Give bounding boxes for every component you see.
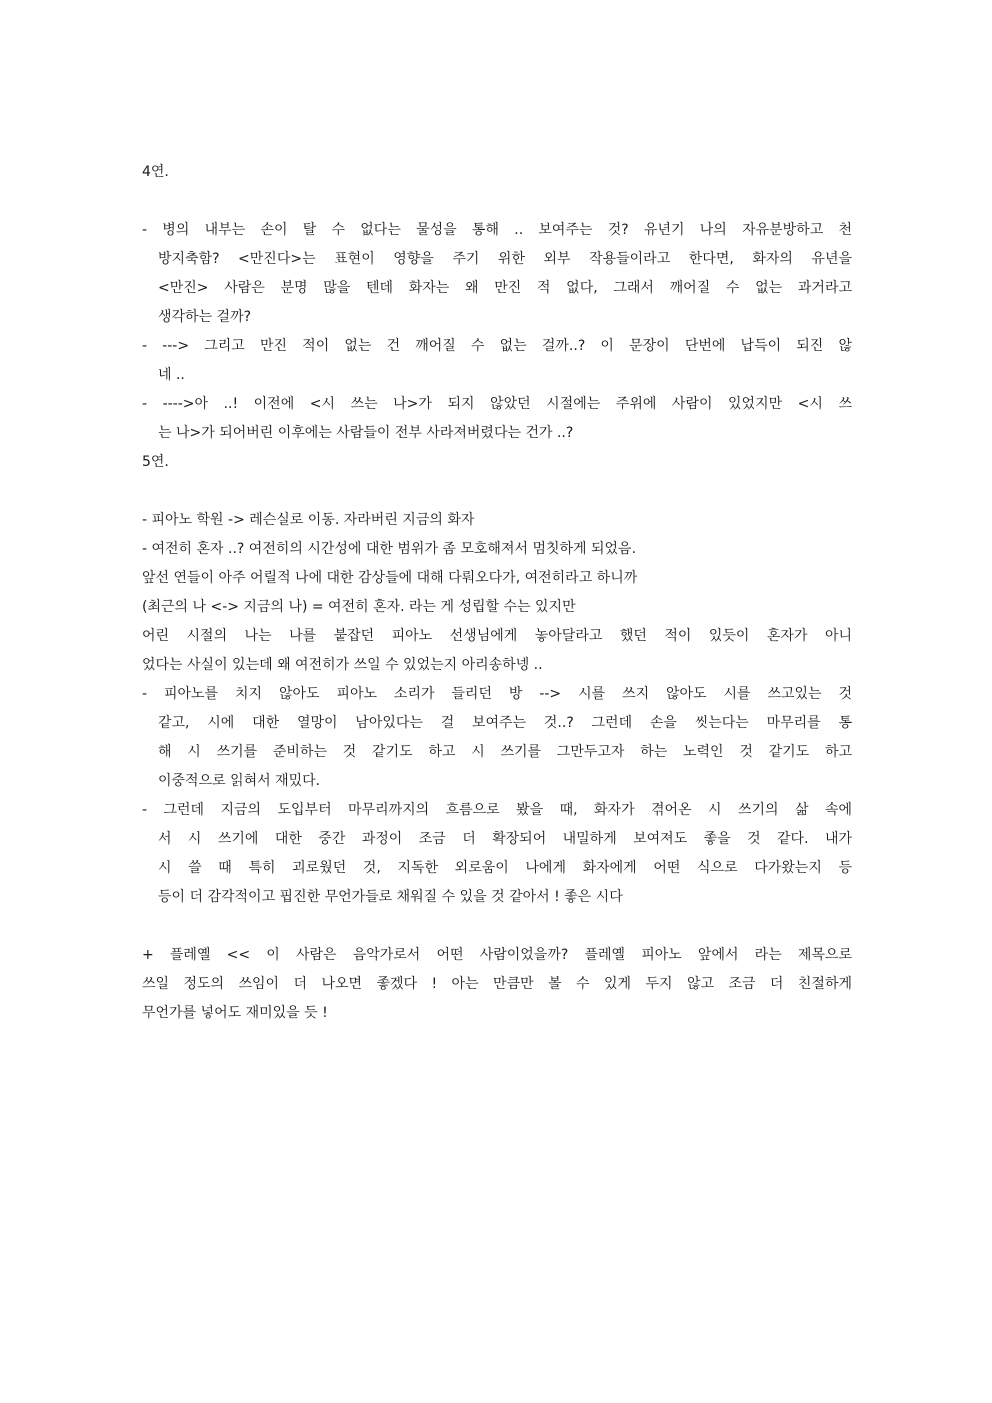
bullet-line: - 피아노를 치지 않아도 피아노 소리가 들리던 방 --> 시를 쓰지 않아도 시를 쓰고있는 것 — [142, 686, 852, 702]
section-5-bullet-2: - 여전히 혼자 ..? 여전히의 시간성에 대한 범위가 좀 모호해져서 멈칫하게 되었음. — [142, 541, 637, 557]
paragraph-line: 었다는 사실이 있는데 왜 여전히가 쓰일 수 있었는지 아리송하넹 .. — [142, 657, 543, 673]
bullet-line: - 병의 내부는 손이 탈 수 없다는 물성을 통해 .. 보여주는 것? 유년기 나의 자유분방하고 천 — [142, 222, 852, 238]
section-5-bullet-3 — [142, 680, 852, 796]
bullet-line: 서 시 쓰기에 대한 중간 과정이 조금 더 확장되어 내밀하게 보여져도 좋을 것 같다. 내가 — [158, 831, 852, 847]
bullet-line: - ---> 그리고 만진 적이 없는 건 깨어질 수 없는 걸까..? 이 문장이 단번에 납득이 되진 않 — [142, 338, 852, 354]
addendum-line: + 플레옐 << 이 사람은 음악가로서 어떤 사람이었을까? 플레옐 피아노 앞에서 라는 제목으로 — [142, 947, 852, 963]
section-4-bullet-3 — [142, 390, 852, 448]
section-5-paragraph — [142, 564, 852, 680]
spacer — [142, 477, 852, 506]
section-4-bullet-1 — [142, 216, 852, 332]
paragraph-line: 앞선 연들이 아주 어릴적 나에 대한 감상들에 대해 다뤄오다가, 여전히라고 하니까 — [142, 570, 638, 586]
bullet-line: 해 시 쓰기를 준비하는 것 같기도 하고 시 쓰기를 그만두고자 하는 노력인 것 같기도 하고 — [158, 744, 852, 760]
section-5-heading: 5연. — [142, 454, 169, 470]
paragraph-line: (최근의 나 <-> 지금의 나) = 여전히 혼자. 라는 게 성립할 수는 있지만 — [142, 599, 576, 615]
addendum-line: 쓰일 정도의 쓰임이 더 나오면 좋겠다 ! 아는 만큼만 볼 수 있게 두지 않고 조금 더 친절하게 — [142, 976, 852, 992]
bullet-line: 이중적으로 읽혀서 재밌다. — [158, 773, 321, 789]
bullet-line: 방지축함? <만진다>는 표현이 영향을 주기 위한 외부 작용들이라고 한다면, 화자의 유년을 — [158, 251, 852, 267]
bullet-line: 시 쓸 때 특히 괴로웠던 것, 지독한 외로움이 나에게 화자에게 어떤 식으로 다가왔는지 등 — [158, 860, 852, 876]
document-page — [142, 158, 852, 1028]
section-5-bullet-1: - 피아노 학원 -> 레슨실로 이동. 자라버린 지금의 화자 — [142, 512, 475, 528]
bullet-line: 등이 더 감각적이고 핍진한 무언가들로 채워질 수 있을 것 같아서 ! 좋은 시다 — [158, 889, 623, 905]
addendum-paragraph — [142, 941, 852, 1028]
bullet-line: 같고, 시에 대한 열망이 남아있다는 걸 보여주는 것..? 그런데 손을 씻는다는 마무리를 통 — [158, 715, 852, 731]
bullet-line: - ---->아 ..! 이전에 <시 쓰는 나>가 되지 않았던 시절에는 주위에 사람이 있었지만 <시 쓰 — [142, 396, 852, 412]
spacer — [142, 912, 852, 941]
bullet-line: - 그런데 지금의 도입부터 마무리까지의 흐름으로 봤을 때, 화자가 겪어온 시 쓰기의 삶 속에 — [142, 802, 852, 818]
bullet-line: 생각하는 걸까? — [158, 309, 252, 325]
section-4-heading: 4연. — [142, 164, 169, 180]
bullet-line: 는 나>가 되어버린 이후에는 사람들이 전부 사라져버렸다는 건가 ..? — [158, 425, 574, 441]
paragraph-line: 어린 시절의 나는 나를 붙잡던 피아노 선생님에게 놓아달라고 했던 적이 있듯이 혼자가 아니 — [142, 628, 852, 644]
section-5-bullet-4 — [142, 796, 852, 912]
bullet-line: <만진> 사람은 분명 많을 텐데 화자는 왜 만진 적 없다, 그래서 깨어질 수 없는 과거라고 — [158, 280, 852, 296]
section-4-bullet-2 — [142, 332, 852, 390]
spacer — [142, 187, 852, 216]
bullet-line: 네 .. — [158, 367, 185, 383]
addendum-line: 무언가를 넣어도 재미있을 듯 ! — [142, 1005, 328, 1021]
